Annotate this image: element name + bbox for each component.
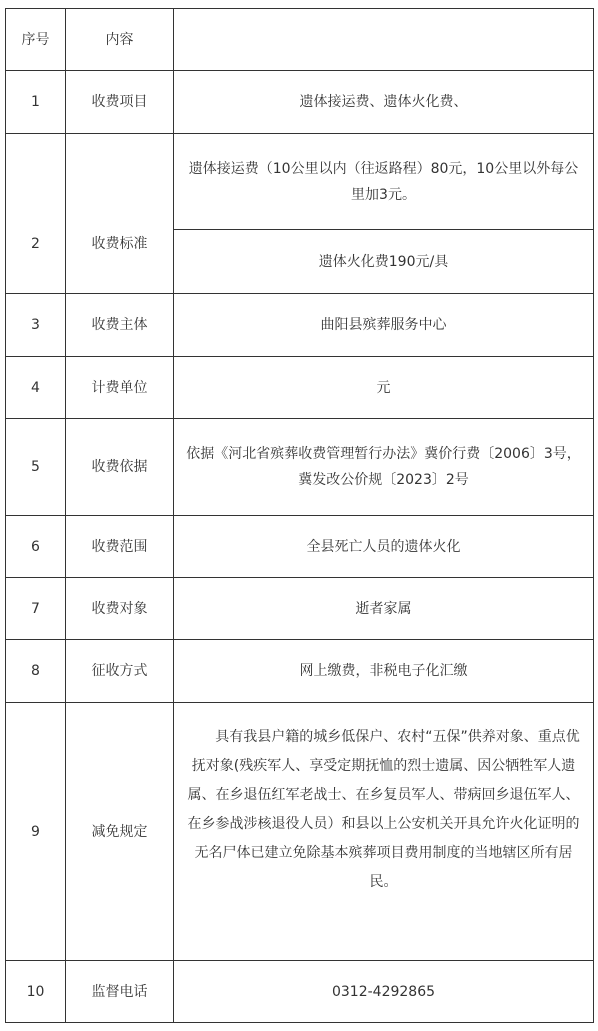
- row-item: 监督电话: [66, 961, 174, 1023]
- row-number: 7: [6, 578, 66, 640]
- row-value: 遗体接运费、遗体火化费、: [174, 71, 594, 134]
- table-row: [6, 134, 594, 230]
- row-item: 减免规定: [66, 703, 174, 961]
- row-item: 收费项目: [66, 71, 174, 134]
- table-row: [6, 640, 594, 703]
- row-number: 9: [6, 703, 66, 961]
- row-value: 全县死亡人员的遗体火化: [174, 516, 594, 578]
- fee-table: [5, 8, 594, 1023]
- table-row: [6, 357, 594, 419]
- row-number: 8: [6, 640, 66, 703]
- table-row: [6, 419, 594, 516]
- row-value-phone: 0312-4292865: [174, 961, 594, 1023]
- row-number: 3: [6, 294, 66, 357]
- table-header-row: [6, 9, 594, 71]
- row-item: 收费对象: [66, 578, 174, 640]
- row-item: 收费依据: [66, 419, 174, 516]
- row-item: 计费单位: [66, 357, 174, 419]
- row-item: 征收方式: [66, 640, 174, 703]
- table-row: [6, 516, 594, 578]
- row-number: 4: [6, 357, 66, 419]
- header-cell-content: 内容: [66, 9, 174, 71]
- row-number: 2: [6, 134, 66, 294]
- table-row: [6, 71, 594, 134]
- row-value: 逝者家属: [174, 578, 594, 640]
- header-cell-blank: [174, 9, 594, 71]
- table-row: [6, 703, 594, 961]
- row-item: 收费标准: [66, 134, 174, 294]
- table-row: [6, 294, 594, 357]
- row-value: 网上缴费，非税电子化汇缴: [174, 640, 594, 703]
- row-item: 收费主体: [66, 294, 174, 357]
- table-row: [6, 578, 594, 640]
- row-number: 5: [6, 419, 66, 516]
- row-value-cremation: 遗体火化费190元/具: [174, 230, 594, 294]
- row-number: 1: [6, 71, 66, 134]
- row-number: 10: [6, 961, 66, 1023]
- header-cell-no: 序号: [6, 9, 66, 71]
- row-value: 曲阳县殡葬服务中心: [174, 294, 594, 357]
- row-value: 元: [174, 357, 594, 419]
- table-row: [6, 961, 594, 1023]
- row-number: 6: [6, 516, 66, 578]
- row-value-transport: 遗体接运费（10公里以内（往返路程）80元，10公里以外每公里加3元。: [174, 134, 594, 230]
- row-value: 依据《河北省殡葬收费管理暂行办法》冀价行费〔2006〕3号，冀发改公价规〔2023〕2号: [174, 419, 594, 516]
- row-item: 收费范围: [66, 516, 174, 578]
- row-value-exemption: 具有我县户籍的城乡低保户、农村“五保”供养对象、重点优抚对象(残疾军人、享受定期抚恤的烈士遗属、因公牺牲军人遗属、在乡退伍红军老战士、在乡复员军人、带病回乡退伍军人、在乡参战涉核退役人员）和县以上公安机关开具允许火化证明的无名尸体已建立免除基本殡葬项目费用制度的当地辖区所有居民。: [174, 703, 594, 961]
